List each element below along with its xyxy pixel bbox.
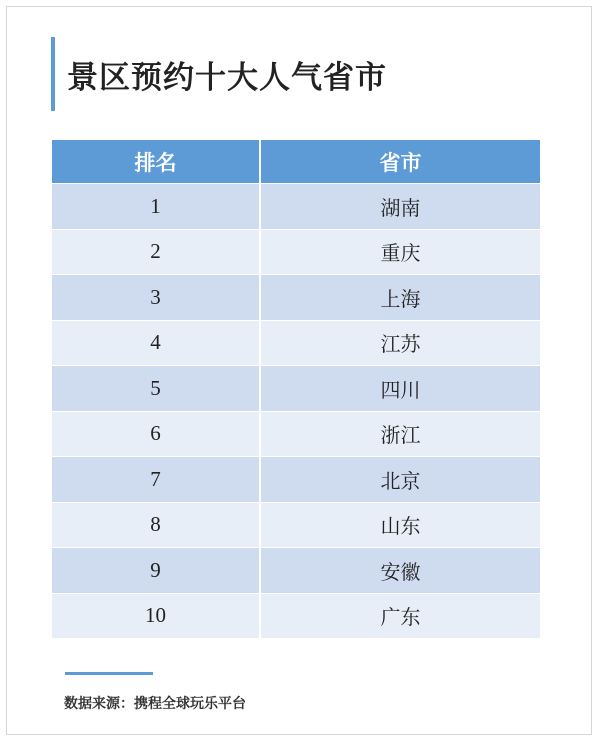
table-row: [52, 321, 540, 367]
title-accent-bar: [51, 37, 55, 111]
province-cell: 四川: [380, 377, 421, 402]
rank-cell: 1: [52, 184, 261, 229]
table-row: [52, 457, 540, 503]
rank-cell: 3: [52, 275, 261, 320]
table-row: [52, 548, 540, 594]
table-row: [52, 594, 540, 640]
table-row: [52, 366, 540, 412]
province-cell: 重庆: [380, 241, 421, 266]
province-cell: 上海: [380, 286, 421, 311]
table-header-row: [52, 140, 540, 184]
province-cell: 广东: [380, 605, 421, 630]
rank-cell: 5: [52, 366, 261, 411]
card: [6, 6, 592, 735]
table-row: [52, 184, 540, 230]
header-rank: 排名: [52, 140, 261, 183]
source-note: 数据来源：携程全球玩乐平台: [64, 696, 246, 712]
province-cell: 浙江: [380, 423, 421, 448]
province-cell: 江苏: [380, 332, 421, 357]
ranking-table: [52, 140, 540, 639]
rank-cell: 2: [52, 230, 261, 275]
page-title: 景区预约十大人气省市: [67, 59, 387, 96]
rank-cell: 6: [52, 412, 261, 457]
rank-cell: 10: [52, 594, 261, 639]
source-divider: [65, 672, 153, 675]
province-cell: 安徽: [380, 559, 421, 584]
table-row: [52, 412, 540, 458]
rank-cell: 7: [52, 457, 261, 502]
rank-cell: 9: [52, 548, 261, 593]
province-cell: 山东: [380, 514, 421, 539]
rank-cell: 4: [52, 321, 261, 366]
title-block: [51, 37, 387, 111]
rank-cell: 8: [52, 503, 261, 548]
table-row: [52, 503, 540, 549]
province-cell: 北京: [380, 468, 421, 493]
header-province: 省市: [379, 150, 422, 175]
province-cell: 湖南: [380, 195, 421, 220]
table-row: [52, 230, 540, 276]
table-row: [52, 275, 540, 321]
